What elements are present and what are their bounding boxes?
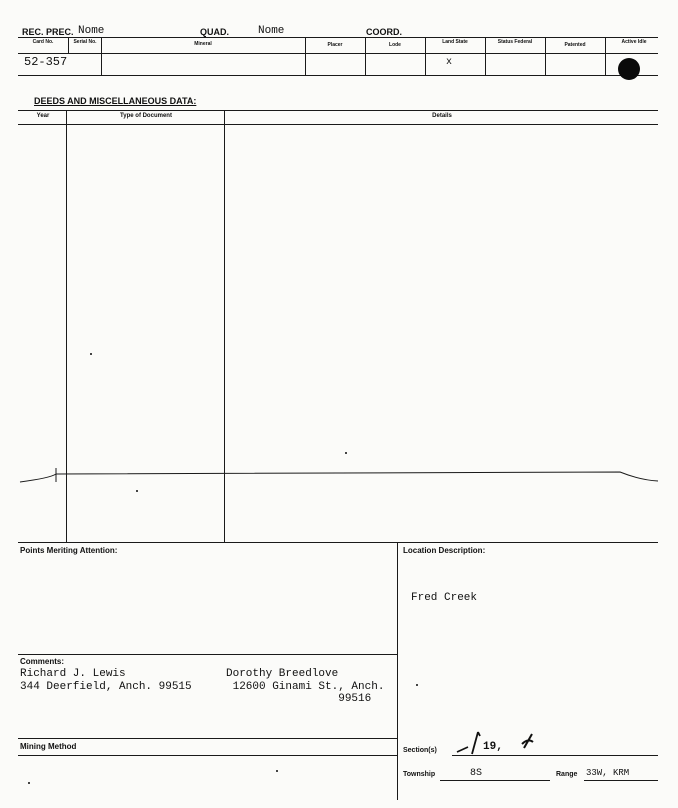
col-land-state: Land State [442,39,468,45]
lower-section-rule [18,542,658,543]
location-description-value: Fred Creek [411,592,478,604]
col-serial-no: Serial No. [73,39,97,45]
card-no-value: 52-357 [24,55,68,69]
township-label: Township [403,771,436,778]
range-label: Range [556,771,578,778]
col-mineral: Mineral [194,41,212,47]
header-divider [485,37,486,75]
range-value: 33W, KRM [586,768,630,778]
rec-prec-label: REC. PREC. [22,27,74,37]
header-divider [365,37,366,75]
range-underline [584,780,658,781]
location-description-label: Location Description: [403,546,486,555]
header-rule-top [18,37,658,38]
speck [28,782,30,784]
quad-value: Nome [258,25,285,37]
active-status-dot [618,58,640,80]
deeds-rule-top [18,110,658,111]
section-label: Section(s) [403,747,437,754]
township-underline [440,780,550,781]
header-divider [425,37,426,75]
deeds-col-type: Type of Document [120,113,172,119]
header-divider [305,37,306,75]
header-rule-mid [18,53,658,54]
deeds-col-details: Details [432,113,452,119]
land-state-value: x [446,57,453,68]
deeds-rule-header [18,124,658,125]
section-value: 19, [483,741,503,753]
deeds-col-year: Year [36,113,50,119]
rec-prec-value: Nome [78,25,105,37]
comment-contact-2: Dorothy Breedlove 12600 Ginami St., Anch. 99516 [226,668,385,705]
township-value: 8S [470,768,483,779]
header-divider [68,37,69,53]
header-rule-bottom [18,75,658,76]
comments-rule [18,654,397,655]
comments-label: Comments: [20,657,65,666]
speck [90,353,92,355]
header-divider [605,37,606,75]
col-patented: Patented [564,42,586,48]
mining-method-rule [18,738,397,739]
page-fold-line [0,460,678,490]
col-lode: Lode [389,42,401,48]
deeds-section-title: DEEDS AND MISCELLANEOUS DATA: [34,96,197,106]
speck [136,490,138,492]
col-active-idle: Active Idle [621,39,647,45]
header-divider [545,37,546,75]
lower-section-divider [397,542,398,800]
col-placer: Placer [327,42,343,48]
col-status-federal: Status Federal [497,39,533,45]
speck [416,684,418,686]
comment-contact-1: Richard J. Lewis 344 Deerfield, Anch. 99515 [20,668,192,693]
header-divider [101,37,102,75]
coord-label: COORD. [366,27,402,37]
points-meriting-attention-label: Points Meriting Attention: [20,546,118,555]
speck [345,452,347,454]
quad-label: QUAD. [200,27,229,37]
mining-method-underline [18,755,397,756]
speck [276,770,278,772]
col-card-no: Card No. [32,39,54,45]
mining-method-label: Mining Method [20,742,77,751]
